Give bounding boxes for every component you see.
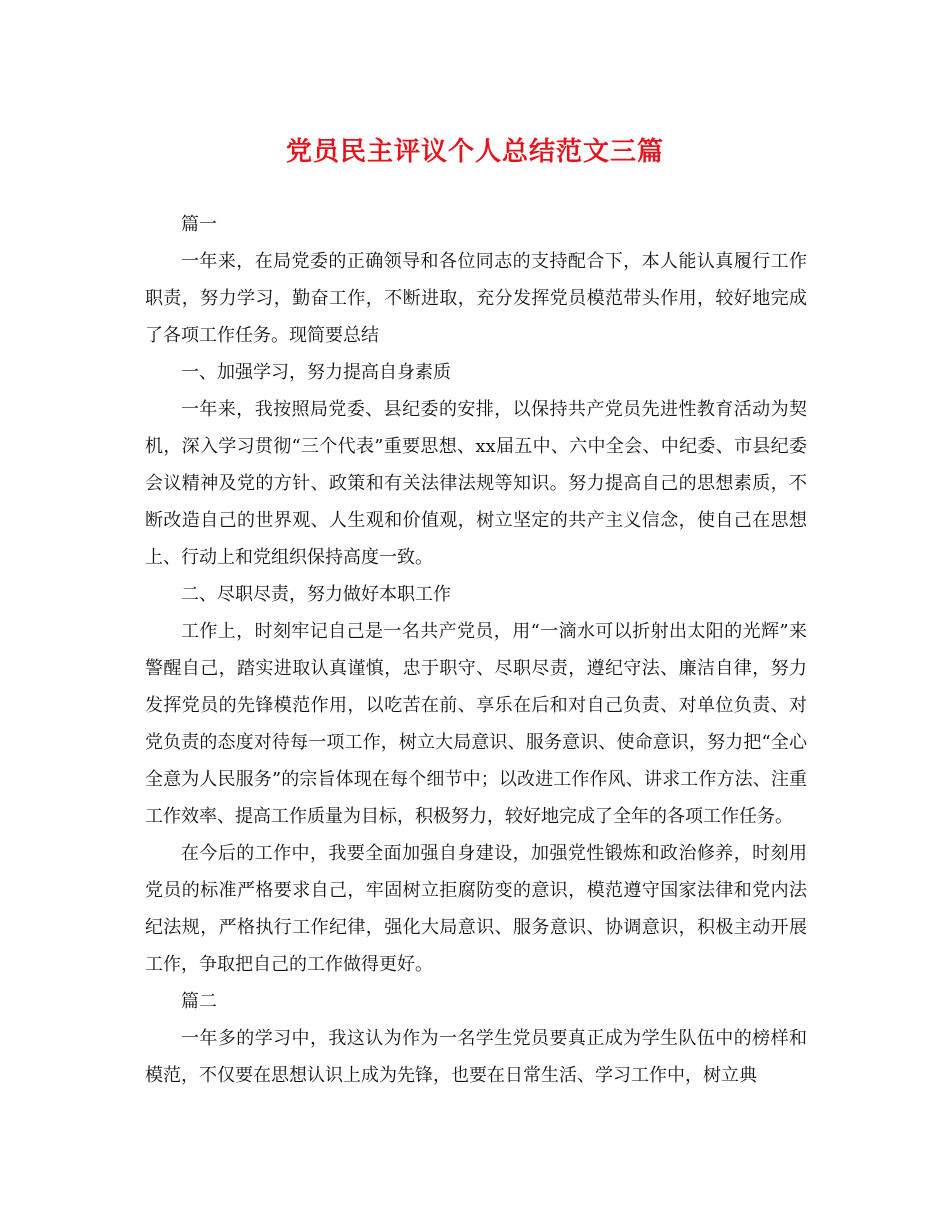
part-two-paragraph: 一年多的学习中，我这认为作为一名学生党员要真正成为学生队伍中的榜样和模范，不仅要在思想认识上成为先锋，也要在日常生活、学习工作中，树立典 — [145, 1028, 807, 1086]
section-heading-duty: 二、尽职尽责，努力做好本职工作 — [181, 584, 451, 605]
study-paragraph: 一年来，我按照局党委、县纪委的安排，以保持共产党员先进性教育活动为契机，深入学习贯彻“三个代表”重要思想、xx届五中、六中全会、中纪委、市县纪委会议精神及党的方针、政策和有关法律法规等知识。努力提高自己的思想素质，不断改造自己的世界观、人生观和价值观，树立坚定的共产主义信念，使自己在思想上、行动上和党组织保持高度一致。 — [145, 399, 807, 568]
section-heading-study: 一、加强学习，努力提高自身素质 — [181, 362, 451, 383]
future-paragraph: 在今后的工作中，我要全面加强自身建设，加强党性锻炼和政治修养，时刻用党员的标准严格要求自己，牢固树立拒腐防变的意识，模范遵守国家法律和党内法纪法规，严格执行工作纪律，强化大局意识、服务意识、协调意识，积极主动开展工作，争取把自己的工作做得更好。 — [145, 843, 807, 975]
duty-paragraph: 工作上，时刻牢记自己是一名共产党员，用“一滴水可以折射出太阳的光辉”来警醒自己，踏实进取认真谨慎，忠于职守、尽职尽责，遵纪守法、廉洁自律，努力发挥党员的先锋模范作用，以吃苦在前、享乐在后和对自己负责、对单位负责、对党负责的态度对待每一项工作，树立大局意识、服务意识、使命意识，努力把“全心全意为人民服务”的宗旨体现在每个细节中；以改进工作作风、讲求工作方法、注重工作效率、提高工作质量为目标，积极努力，较好地完成了全年的各项工作任务。 — [145, 621, 807, 827]
document-title: 党员民主评议个人总结范文三篇 — [285, 137, 664, 167]
section-heading-part-two: 篇二 — [181, 991, 217, 1012]
section-heading-part-one: 篇一 — [181, 214, 217, 235]
document-body — [145, 206, 807, 1094]
intro-paragraph: 一年来，在局党委的正确领导和各位同志的支持配合下，本人能认真履行工作职责，努力学习，勤奋工作，不断进取，充分发挥党员模范带头作用，较好地完成了各项工作任务。现简要总结 — [145, 251, 807, 346]
